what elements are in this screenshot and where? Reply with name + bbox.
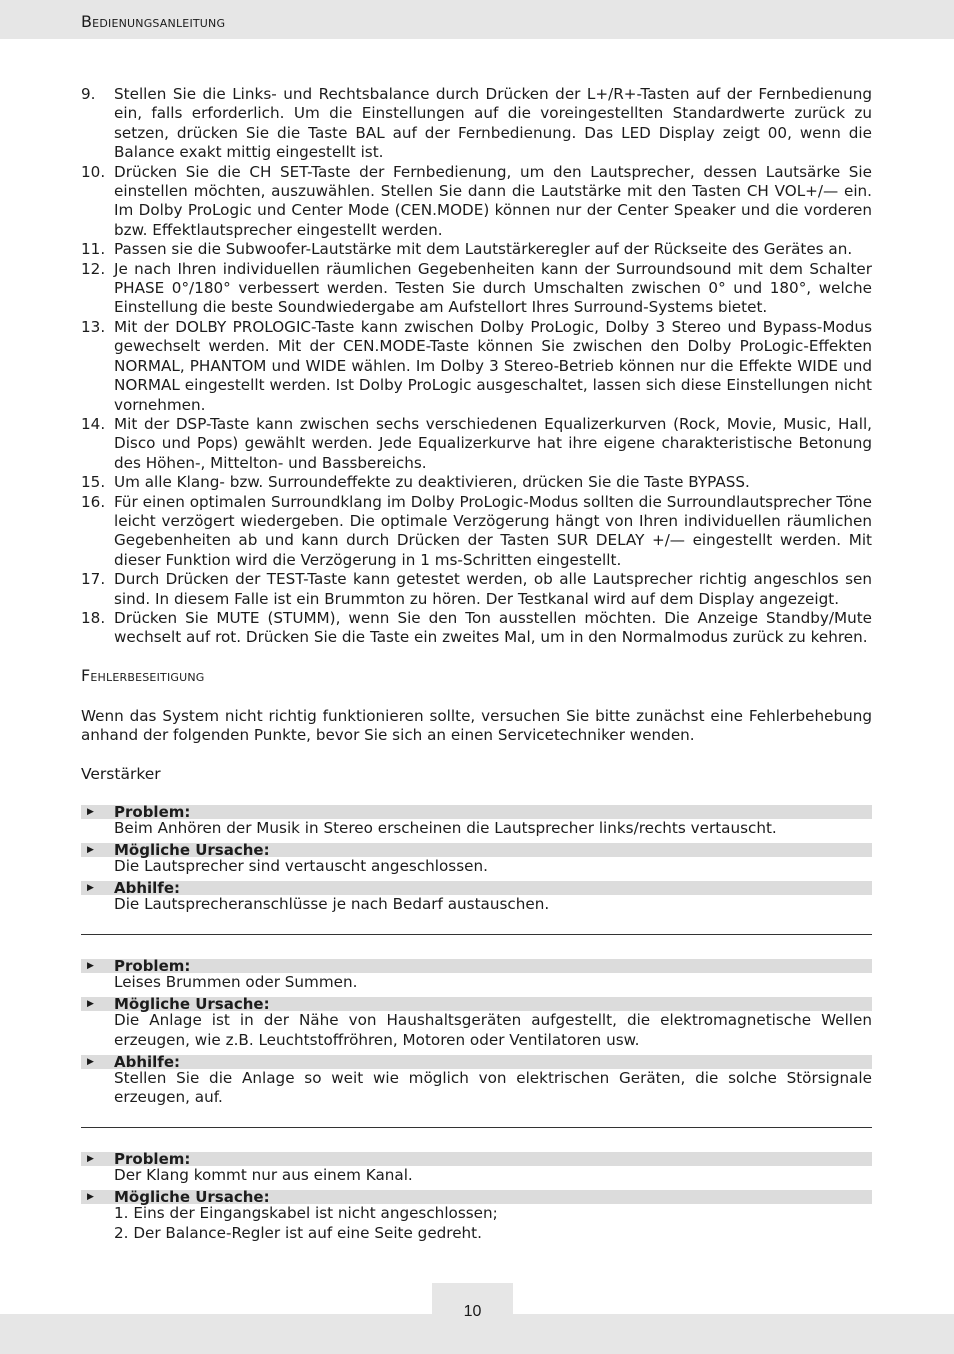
step-number: 18. <box>81 608 106 627</box>
triangle-right-icon: ▶ <box>87 845 94 855</box>
triangle-right-icon: ▶ <box>87 1153 94 1164</box>
page-number: 10 <box>463 1303 482 1320</box>
step-number: 15. <box>81 473 106 492</box>
triangle-right-icon: ▶ <box>87 999 94 1010</box>
step-text: Je nach Ihren individuellen räumlichen Gegebenheiten kann der Surroundsound mit dem Schalter PHASE 0°/180° verbessert werden. Testen Sie durch Umschalten zwischen 0° und 180°, welche Einstellung die beste Soundwiedergabe am Aufstellort Ihres Surround-Systems bietet. <box>114 259 872 317</box>
troubleshooting-block <box>81 1149 872 1262</box>
header-title: Bedienungsanleitung <box>81 12 226 31</box>
cause-label: Mögliche Ursache: <box>114 841 270 859</box>
cause-label-row <box>81 1188 872 1207</box>
troubleshooting-block <box>81 956 872 1128</box>
remedy-label: Abhilfe: <box>114 1053 181 1072</box>
problem-label-row <box>81 1149 872 1168</box>
step-text: Mit der DOLBY PROLOGIC-Taste kann zwischen Dolby ProLogic, Dolby 3 Stereo und Bypass-Modus gewechselt werden. Mit der CEN.MODE-Taste können Sie zwischen den Dolby ProLogic-Effekten NORMAL, PHANTOM und WIDE wählen. Im Dolby 3 Stereo-Betrieb können nur die Effekte WIDE und NORMAL eingestellt werden. Ist Dolby ProLogic ausgeschaltet, lassen sich diese Einstellungen nicht vornehmen. <box>114 317 872 414</box>
cause-line: 2. Der Balance-Regler ist auf eine Seite gedreht. <box>114 1223 482 1242</box>
problem-label-row <box>81 802 872 821</box>
cause-text <box>81 1204 872 1243</box>
step-text: Passen sie die Subwoofer-Lautstärke mit dem Lautstärkeregler auf der Rückseite des Gerätes an. <box>114 240 853 259</box>
page-content <box>81 85 872 1262</box>
triangle-right-icon: ▶ <box>87 806 94 817</box>
step-number: 14. <box>81 414 106 433</box>
list-item <box>81 473 872 492</box>
step-text: Stellen Sie die Links- und Rechtsbalance durch Drücken der L+/R+-Tasten auf der Fernbedienung ein, falls erforderlich. Um die Einstellungen auf die voreingestellten Standardwerte zurück zu setzen, drücken Sie die Taste BAL auf der Fernbedienung. Das LED Display zeigt 00, wenn die Balance exakt mittig eingestellt ist. <box>114 85 872 162</box>
problem-text: Leises Brummen oder Summen. <box>114 972 358 991</box>
section-title: Fehlerbeseitigung <box>81 665 205 685</box>
list-item <box>81 609 872 648</box>
step-number: 11. <box>81 240 106 259</box>
problem-label-row <box>81 956 872 975</box>
triangle-right-icon: ▶ <box>87 960 94 971</box>
cause-text: Die Lautsprecher sind vertauscht angeschlossen. <box>114 857 488 875</box>
list-item <box>81 493 872 571</box>
remedy-label-row <box>81 879 872 898</box>
cause-label-row <box>81 843 872 857</box>
remedy-label: Abhilfe: <box>114 879 181 898</box>
list-item <box>81 415 872 473</box>
step-text: Um alle Klang- bzw. Surroundeffekte zu deaktivieren, drücken Sie die Taste BYPASS. <box>114 473 750 492</box>
cause-label: Mögliche Ursache: <box>114 995 270 1014</box>
step-number: 13. <box>81 317 106 336</box>
problem-label: Problem: <box>114 956 191 975</box>
problem-label: Problem: <box>114 1149 191 1168</box>
problem-label: Problem: <box>114 802 191 821</box>
remedy-text: Stellen Sie die Anlage so weit wie möglich von elektrischen Geräten, die solche Störsignale erzeugen, auf. <box>114 1069 872 1107</box>
step-text: Drücken Sie die CH SET-Taste der Fernbedienung, um den Lautsprecher, dessen Lautsärke Sie einstellen möchten, auszuwählen. Stellen Sie dann die Lautstärke mit den Tasten CH VOL+/— ein. Im Dolby ProLogic und Center Mode (CEN.MODE) können nur der Center Speaker und die vorderen bzw. Effektlautsprecher eingestellt werden. <box>114 162 872 239</box>
step-text: Für einen optimalen Surroundklang im Dolby ProLogic-Modus sollten die Surroundlautsprecher Töne leicht verzögert wiedergeben. Die optimale Verzögerung hängt von Ihren individuellen räumlichen Gegebenheiten ab und kann durch Drücken der Tasten SUR DELAY +/— eingestellt werden. Mit dieser Funktion wird die Verzögerung in 1 ms-Schritten eingestellt. <box>114 492 872 569</box>
intro-paragraph: Wenn das System nicht richtig funktionieren sollte, versuchen Sie bitte zunächst eine Fehlerbehebung anhand der folgenden Punkte, bevor Sie sich an einen Servicetechniker wenden. <box>81 706 872 745</box>
header-bar <box>0 0 954 39</box>
triangle-right-icon: ▶ <box>87 1192 94 1203</box>
step-number: 17. <box>81 570 106 589</box>
cause-line: 1. Eins der Eingangskabel ist nicht angeschlossen; <box>114 1204 498 1223</box>
list-item <box>81 570 872 609</box>
remedy-text: Die Lautsprecheranschlüsse je nach Bedarf austauschen. <box>114 895 550 914</box>
troubleshooting-blocks <box>81 802 872 1262</box>
step-text: Drücken Sie MUTE (STUMM), wenn Sie den Ton ausstellen möchten. Die Anzeige Standby/Mute wechselt auf rot. Drücken Sie die Taste ein zweites Mal, um in den Normalmodus zurück zu kehren. <box>114 608 872 647</box>
list-item <box>81 163 872 241</box>
cause-label-row <box>81 995 872 1014</box>
step-text: Durch Drücken der TEST-Taste kann getestet werden, ob alle Lautsprecher richtig angeschlos sen sind. In diesem Falle ist ein Brummton zu hören. Der Testkanal wird auf dem Display angezeigt. <box>114 570 872 608</box>
cause-label: Mögliche Ursache: <box>114 1188 270 1207</box>
list-item <box>81 240 872 259</box>
remedy-label-row <box>81 1053 872 1072</box>
step-number: 16. <box>81 492 106 511</box>
list-item <box>81 85 872 163</box>
problem-text: Der Klang kommt nur aus einem Kanal. <box>114 1165 413 1184</box>
problem-text: Beim Anhören der Musik in Stereo erscheinen die Lautsprecher links/rechts vertauscht. <box>114 818 777 837</box>
triangle-right-icon: ▶ <box>87 1057 94 1068</box>
subsection-title: Verstärker <box>81 764 161 783</box>
triangle-right-icon: ▶ <box>87 883 94 894</box>
step-number: 12. <box>81 259 106 278</box>
list-item <box>81 318 872 415</box>
list-item <box>81 260 872 318</box>
step-text: Mit der DSP-Taste kann zwischen sechs verschiedenen Equalizerkurven (Rock, Movie, Music, Hall, Disco und Pops) gewählt werden. Jede Equalizerkurve hat ihre eigene charakteristische Betonung des Höhen-, Mittelton- und Bassbereichs. <box>114 414 872 472</box>
step-number: 10. <box>81 162 106 181</box>
cause-text: Die Anlage ist in der Nähe von Haushaltsgeräten aufgestellt, die elektromagnetische Wellen erzeugen, wie z.B. Leuchtstoffröhren, Motoren oder Ventilatoren usw. <box>114 1011 872 1049</box>
step-number: 9. <box>81 85 96 103</box>
page-number-box <box>432 1283 513 1354</box>
troubleshooting-block <box>81 802 872 935</box>
instruction-list <box>81 85 872 648</box>
